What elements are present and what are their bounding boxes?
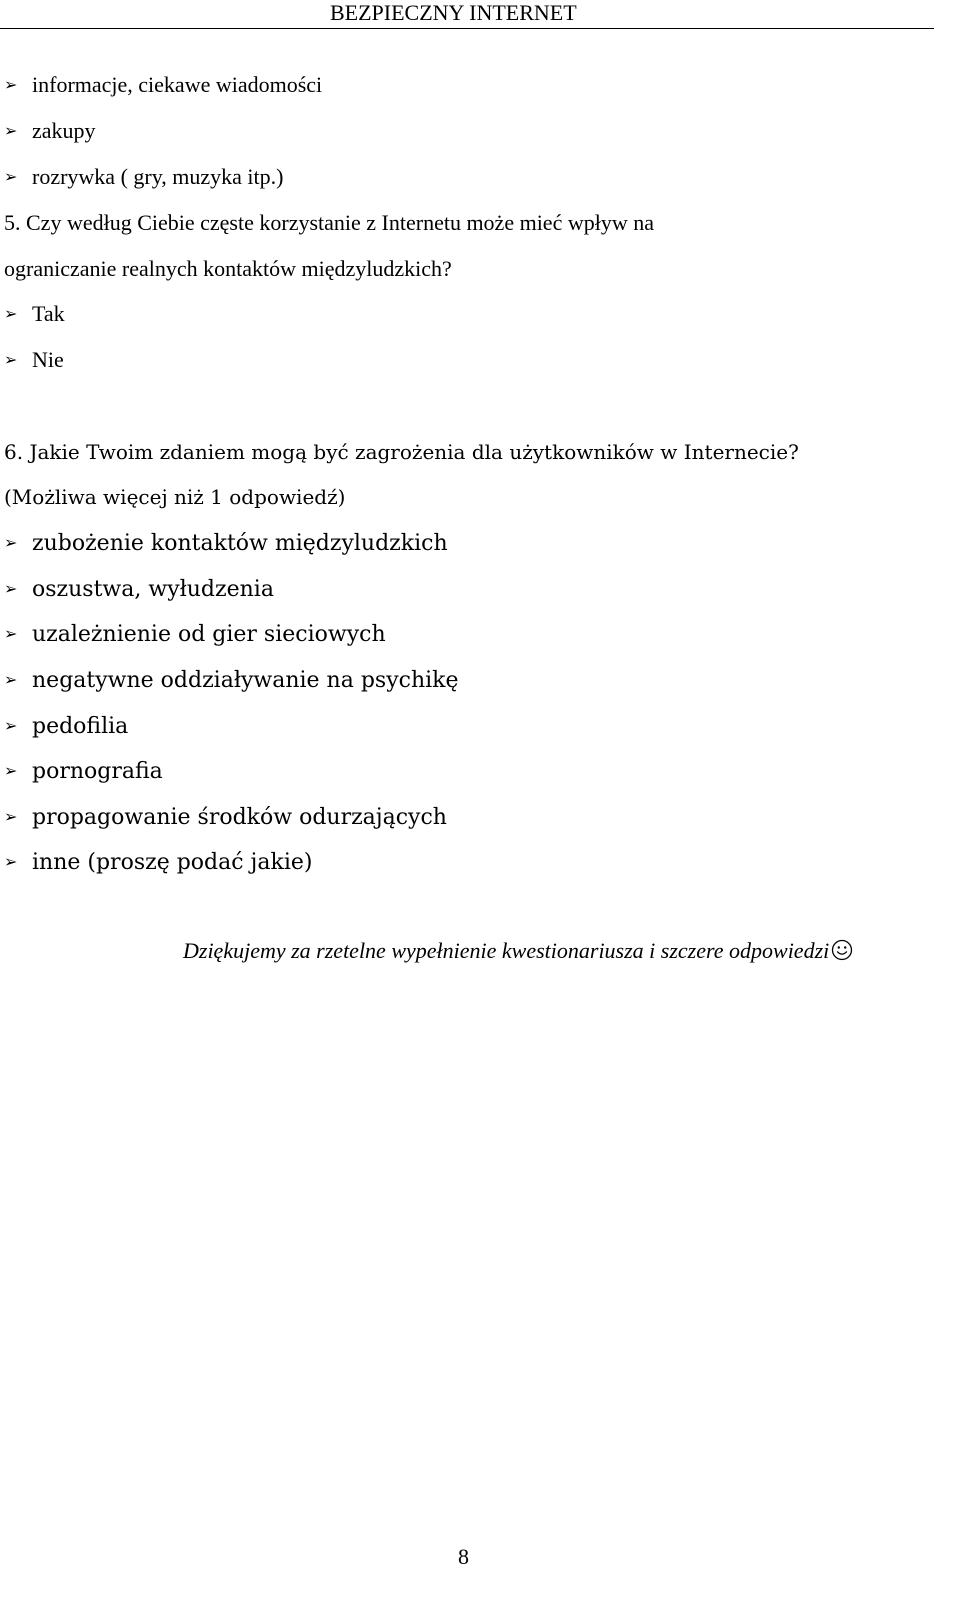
arrowhead-bullet-icon: ➢ xyxy=(4,75,18,94)
list-item-label: informacje, ciekawe wiadomości xyxy=(32,72,323,97)
option-item xyxy=(4,758,163,785)
list-item-label: rozrywka ( gry, muzyka itp.) xyxy=(32,164,284,189)
closing-message xyxy=(183,938,853,964)
list-item-label: zakupy xyxy=(32,118,96,143)
question-5-text-continued: ograniczanie realnych kontaktów międzyludzkich? xyxy=(4,256,452,281)
arrowhead-bullet-icon: ➢ xyxy=(4,716,18,735)
list-item xyxy=(4,118,96,144)
arrowhead-bullet-icon: ➢ xyxy=(4,852,18,871)
arrowhead-bullet-icon: ➢ xyxy=(4,670,18,689)
arrowhead-bullet-icon: ➢ xyxy=(4,350,18,369)
question-5-text: 5. Czy według Ciebie częste korzystanie z Internetu może mieć wpływ na xyxy=(4,210,654,235)
header-divider xyxy=(0,28,934,29)
option-item xyxy=(4,804,447,831)
option-label: pornografia xyxy=(32,759,163,784)
arrowhead-bullet-icon: ➢ xyxy=(4,761,18,780)
option-item xyxy=(4,713,128,740)
page-number: 8 xyxy=(458,1544,469,1569)
header-title: BEZPIECZNY INTERNET xyxy=(330,0,577,25)
option-label: uzależnienie od gier sieciowych xyxy=(32,622,386,647)
smiley-icon xyxy=(831,939,853,961)
option-label: propagowanie środków odurzających xyxy=(32,805,447,830)
question-6-text-continued: (Możliwa więcej niż 1 odpowiedź) xyxy=(4,485,346,509)
option-item xyxy=(4,347,64,373)
option-item xyxy=(4,849,312,876)
arrowhead-bullet-icon: ➢ xyxy=(4,807,18,826)
option-item xyxy=(4,530,448,557)
arrowhead-bullet-icon: ➢ xyxy=(4,579,18,598)
option-item xyxy=(4,667,459,694)
arrowhead-bullet-icon: ➢ xyxy=(4,624,18,643)
option-label: Nie xyxy=(32,347,64,372)
question-6-text: 6. Jakie Twoim zdaniem mogą być zagrożenia dla użytkowników w Internecie? xyxy=(4,440,799,464)
option-label: Tak xyxy=(32,301,65,326)
list-item xyxy=(4,72,322,98)
option-item xyxy=(4,621,386,648)
option-label: pedofilia xyxy=(32,714,129,739)
option-label: zubożenie kontaktów międzyludzkich xyxy=(32,531,448,556)
option-label: oszustwa, wyłudzenia xyxy=(32,577,274,602)
option-item xyxy=(4,301,65,327)
closing-text: Dziękujemy za rzetelne wypełnienie kwestionariusza i szczere odpowiedzi xyxy=(183,938,830,963)
arrowhead-bullet-icon: ➢ xyxy=(4,167,18,186)
option-label: inne (proszę podać jakie) xyxy=(32,850,313,875)
arrowhead-bullet-icon: ➢ xyxy=(4,533,18,552)
option-label: negatywne oddziaływanie na psychikę xyxy=(32,668,459,693)
arrowhead-bullet-icon: ➢ xyxy=(4,121,18,140)
option-item xyxy=(4,576,274,603)
list-item xyxy=(4,164,284,190)
arrowhead-bullet-icon: ➢ xyxy=(4,304,18,323)
